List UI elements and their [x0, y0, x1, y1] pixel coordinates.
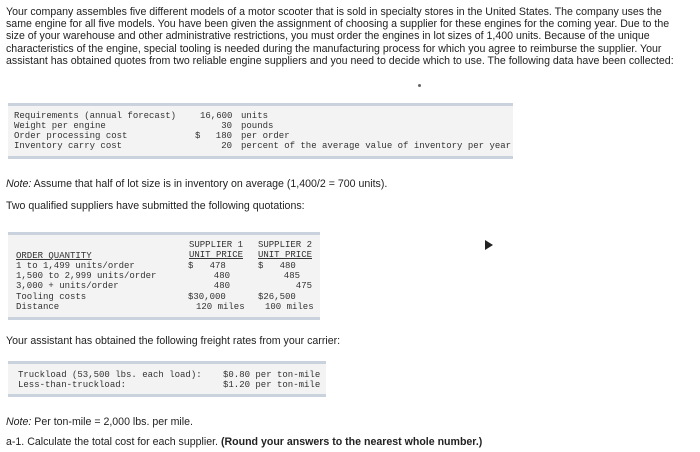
question-rounding-instruction: (Round your answers to the nearest whole number.) [218, 436, 483, 448]
qty-row-2: 1,500 to 2,999 units/order [16, 271, 157, 281]
order-quantity-header: ORDER QUANTITY [16, 251, 92, 261]
req-unit-weight: pounds [241, 121, 274, 131]
requirements-table [8, 103, 513, 159]
intro-paragraph: Your company assembles five different models of a motor scooter that is sold in specialty stores in the United States. The company uses the same engine for all five models. You have been given the assignment of choosing a supplier for these engines for the coming year. Due to the size of your warehouse and other administrative restrictions, you must order the engines in lot sizes of 1,400 units. Because of the unique characteristics of the engine, special tooling is needed during the manufacturing process for which you agree to reimburse the supplier. Your assistant has obtained quotes from two reliable engine suppliers and you need to decide which to use. The following data have been collected: [6, 6, 674, 67]
req-value-carry-cost: 20 [221, 141, 232, 151]
req-value-order-cost: 180 [215, 131, 232, 141]
freight-table [8, 361, 326, 397]
s1-price-row-1: $ 478 [188, 261, 226, 271]
note-half-lot [6, 178, 387, 190]
tooling-s2: $26,500 [258, 292, 296, 302]
req-label-order-cost: Order processing cost [14, 131, 128, 141]
question-text: Calculate the total cost for each supplier. [24, 436, 219, 448]
qty-row-3: 3,000 + units/order [16, 281, 119, 291]
two-suppliers-text: Two qualified suppliers have submitted the following quotations: [6, 200, 305, 212]
s1-price-row-2: 480 [213, 271, 230, 281]
req-label-weight: Weight per engine [14, 121, 106, 131]
note-ton-mile [6, 416, 193, 428]
req-prefix-order-cost: $ [195, 131, 201, 141]
req-label-forecast: Requirements (annual forecast) [14, 111, 177, 121]
s1-header-2: UNIT PRICE [188, 250, 243, 260]
quotations-table [8, 232, 320, 320]
note2-label: Note: [6, 416, 32, 428]
s2-header-1: SUPPLIER 2 [257, 240, 312, 250]
tooling-s1: $30,000 [188, 292, 226, 302]
distance-s2: 100 miles [265, 302, 314, 312]
s2-header-2: UNIT PRICE [257, 250, 312, 260]
req-unit-forecast: units [241, 111, 269, 121]
question-a1 [6, 436, 482, 448]
stray-mark [418, 84, 421, 87]
s2-price-row-1: $ 480 [258, 261, 296, 271]
tooling-label: Tooling costs [16, 292, 87, 302]
note-label: Note: [6, 178, 32, 190]
s2-price-row-3: 475 [295, 281, 312, 291]
s1-price-row-3: 480 [213, 281, 230, 291]
freight-intro-text: Your assistant has obtained the following freight rates from your carrier: [6, 335, 341, 347]
question-prefix: a-1. [6, 436, 25, 448]
req-label-carry-cost: Inventory carry cost [14, 141, 123, 151]
freight-rate-ltl: $1.20 per ton-mile [223, 380, 321, 390]
req-value-forecast: 16,600 [200, 111, 233, 121]
s2-price-row-2: 485 [283, 271, 300, 281]
freight-rate-truckload: $0.80 per ton-mile [223, 370, 321, 380]
note-text: Assume that half of lot size is in inventory on average (1,400/2 = 700 units). [31, 178, 388, 190]
freight-label-truckload: Truckload (53,500 lbs. each load): [18, 370, 202, 380]
note2-text: Per ton-mile = 2,000 lbs. per mile. [31, 416, 193, 428]
req-value-weight: 30 [221, 121, 232, 131]
req-unit-order-cost: per order [241, 131, 290, 141]
mouse-cursor-icon [485, 240, 493, 250]
qty-row-1: 1 to 1,499 units/order [16, 261, 135, 271]
req-unit-carry-cost: percent of the average value of inventory per year [241, 141, 512, 151]
freight-label-ltl: Less-than-truckload: [18, 380, 127, 390]
distance-label: Distance [16, 302, 60, 312]
s1-header-1: SUPPLIER 1 [188, 240, 243, 250]
distance-s1: 120 miles [196, 302, 245, 312]
